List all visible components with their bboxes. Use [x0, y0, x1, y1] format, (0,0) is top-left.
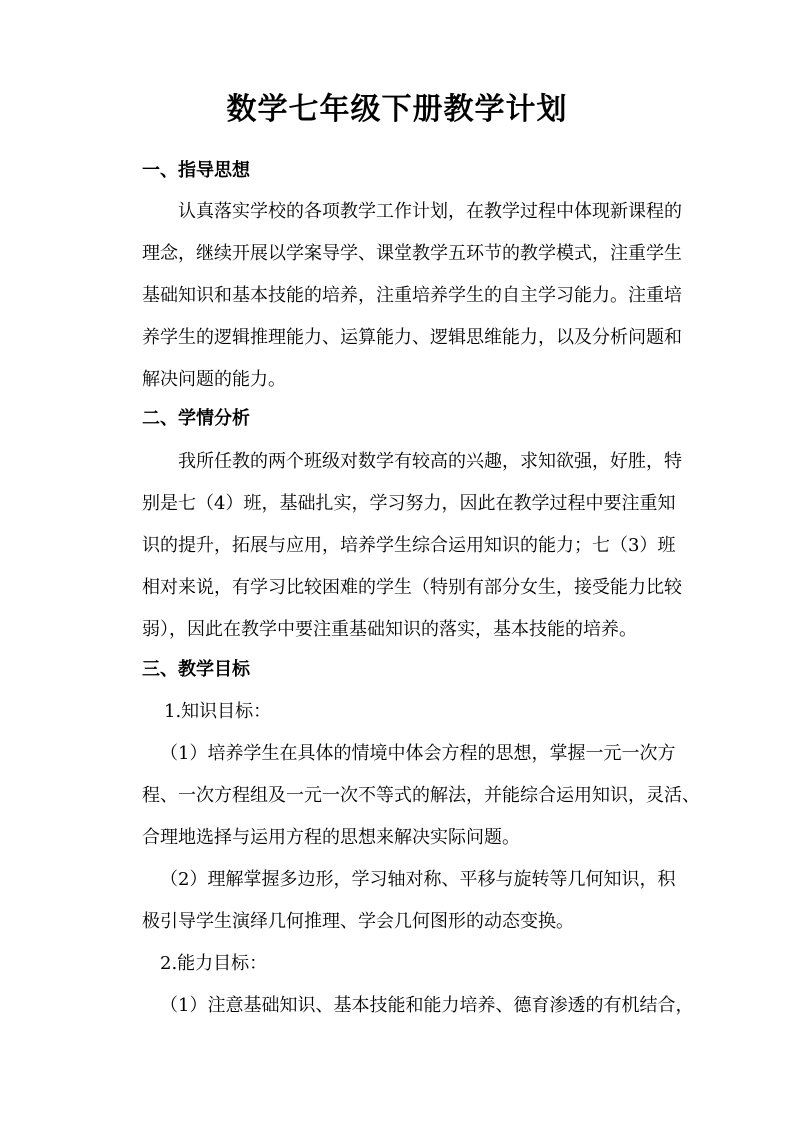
paragraph-line: 认真落实学校的各项教学工作计划，在教学过程中体现新课程的 [178, 201, 682, 222]
paragraph-line: 程、一次方程组及一元一次不等式的解法，并能综合运用知识，灵活、 [142, 785, 700, 806]
paragraph-line: （1）培养学生在具体的情境中体会方程的思想，掌握一元一次方 [160, 743, 676, 764]
paragraph-line: 理念，继续开展以学案导学、课堂教学五环节的教学模式，注重学生 [142, 243, 682, 264]
paragraph-line: 解决问题的能力。 [142, 369, 286, 390]
section-heading-teaching-goals: 三、教学目标 [142, 659, 250, 680]
paragraph-line: 极引导学生演绎几何推理、学会几何图形的动态变换。 [142, 911, 574, 932]
paragraph-line: 基础知识和基本技能的培养，注重培养学生的自主学习能力。注重培 [142, 285, 682, 306]
subheading-ability-goals: 2.能力目标： [160, 953, 268, 974]
paragraph-line: 养学生的逻辑推理能力、运算能力、逻辑思维能力，以及分析问题和 [142, 327, 682, 348]
paragraph-line: （2）理解掌握多边形，学习轴对称、平移与旋转等几何知识，积 [160, 869, 676, 890]
page-title: 数学七年级下册教学计划 [226, 92, 568, 127]
subheading-knowledge-goals: 1.知识目标： [164, 701, 272, 722]
paragraph-line: 合理地选择与运用方程的思想来解决实际问题。 [142, 827, 520, 848]
section-heading-guiding-thought: 一、指导思想 [142, 160, 250, 181]
paragraph-line: 相对来说，有学习比较困难的学生（特别有部分女生，接受能力比较 [142, 577, 682, 598]
paragraph-line: 我所任教的两个班级对数学有较高的兴趣，求知欲强，好胜，特 [178, 451, 682, 472]
paragraph-line: 弱），因此在教学中要注重基础知识的落实，基本技能的培养。 [142, 619, 637, 640]
paragraph-line: 别是七（4）班，基础扎实，学习努力，因此在教学过程中要注重知 [142, 493, 676, 514]
paragraph-line: （1）注意基础知识、基本技能和能力培养、德育渗透的有机结合， [160, 995, 694, 1016]
section-heading-learning-analysis: 二、学情分析 [142, 408, 250, 429]
paragraph-line: 识的提升，拓展与应用，培养学生综合运用知识的能力；七（3）班 [142, 535, 676, 556]
